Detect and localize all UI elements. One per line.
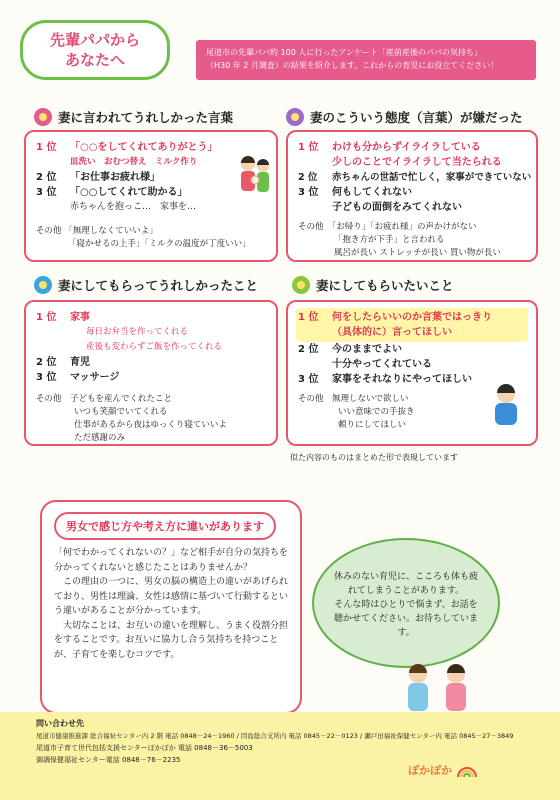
rank1-text: 家事 bbox=[70, 312, 90, 323]
flower-icon bbox=[34, 276, 52, 294]
rank-label: 3 位 bbox=[298, 374, 319, 385]
men-women-p2: この理由の一つに、男女の脳の構造上の違いがあげられており、男性は理論、女性は感情に基づいて行動するという違いがあることが分かっています。 bbox=[54, 577, 289, 616]
flower-icon bbox=[286, 108, 304, 126]
rank-label: 2 位 bbox=[298, 344, 319, 355]
flower-icon bbox=[292, 276, 310, 294]
rank-label: 1 位 bbox=[36, 312, 57, 323]
other-item: 「抱き方が下手」と言われる bbox=[334, 235, 445, 245]
intro-banner-line2: （H30 年 2 月調査）の結果を紹介します。これからの育児にお役立てください！ bbox=[206, 61, 499, 70]
page-title-line2: あなたへ bbox=[64, 51, 125, 69]
men-women-p1: 「何でわかってくれないの？」など相手が自分の気持ちを分かってくれないと感じたことはありませんか？ bbox=[54, 548, 289, 573]
other-label: その他 bbox=[36, 394, 62, 404]
rainbow-icon bbox=[456, 762, 478, 778]
pokapoka-logo bbox=[408, 762, 478, 778]
rank1-sub: 皿洗い おむつ替え ミルク作り bbox=[70, 157, 198, 167]
footer-label: 問い合わせ先 bbox=[36, 719, 84, 728]
rank1-text-2: 少しのことでイライラして当たられる bbox=[332, 157, 502, 168]
section-heading-disliked-words: 妻のこういう態度（言葉）が嫌だった bbox=[286, 108, 523, 126]
card-wishes bbox=[286, 300, 538, 446]
intro-banner bbox=[196, 40, 536, 80]
logo-text: ぽかぽか bbox=[408, 764, 452, 777]
other-item: いつも笑顔でいてくれる bbox=[74, 407, 168, 417]
consult-bubble bbox=[312, 538, 500, 668]
other-item: 「無理しなくていいよ」 bbox=[64, 226, 158, 236]
rank3-sub: 赤ちゃんを抱っこ… 家事を… bbox=[70, 202, 197, 212]
rank1-text: 「○○をしてくれてありがとう」 bbox=[70, 142, 218, 153]
rank3-text: マッサージ bbox=[70, 372, 120, 383]
other-item: 頼りにしてほしい bbox=[338, 420, 407, 430]
rank-label: 1 位 bbox=[36, 142, 57, 153]
rank-label: 3 位 bbox=[36, 187, 57, 198]
rank3-text-2: 子どもの面倒をみてくれない bbox=[332, 202, 462, 213]
section-heading-happy-actions: 妻にしてもらってうれしかったこと bbox=[34, 276, 258, 294]
rank1-sub: 産後も変わらずご飯を作ってくれる bbox=[86, 342, 223, 352]
section-heading-wishes: 妻にしてもらいたいこと bbox=[292, 276, 454, 294]
footer-line2: 尾道市子育て世代包括支援センターぽかぽか 電話 0848－36－5003 bbox=[36, 744, 253, 752]
men-women-heading: 男女で感じ方や考え方に違いがあります bbox=[54, 512, 276, 540]
father-illustration bbox=[486, 382, 526, 432]
other-item: 「寝かせるの上手」「ミルクの温度が丁度いい」 bbox=[68, 239, 251, 249]
rank2-text: 「お仕事お疲れ様」 bbox=[70, 172, 160, 183]
card-happy-words bbox=[24, 130, 278, 262]
note-text: 似た内容のものはまとめた形で表現しています bbox=[290, 453, 458, 462]
couple-illustration bbox=[236, 154, 274, 206]
rank3-text: 何もしてくれない bbox=[332, 187, 412, 198]
rank3-text: 家事をそれなりにやってほしい bbox=[332, 374, 472, 385]
section-heading-happy-words: 妻に言われてうれしかった言葉 bbox=[34, 108, 233, 126]
rank1-text: わけも分からずイライラしている bbox=[332, 142, 481, 153]
rank2-text: 今のままでよい bbox=[332, 344, 402, 355]
rank-label: 2 位 bbox=[36, 172, 57, 183]
flower-icon bbox=[34, 108, 52, 126]
rank1-text: 何をしたらいいのか言葉ではっきり bbox=[332, 312, 492, 323]
other-item: 無理しないで欲しい bbox=[332, 394, 409, 404]
men-women-p3: 大切なことは、お互いの違いを理解し、うまく役割分担をすることです。お互いに協力し合う気持ちを持つことが、子育てを楽しむコツです。 bbox=[54, 620, 289, 660]
page-title-line1: 先輩パパから bbox=[49, 31, 140, 49]
rank-label: 3 位 bbox=[298, 187, 319, 198]
rank-label: 2 位 bbox=[298, 172, 318, 183]
other-item: ただ感謝のみ bbox=[74, 433, 126, 443]
other-item: 子どもを産んでくれたこと bbox=[70, 394, 173, 404]
other-item: 風呂が長い ストレッチが長い 買い物が長い bbox=[334, 248, 501, 258]
rank2-text: 育児 bbox=[70, 357, 90, 368]
consult-text-2: そんな時はひとりで悩まず、お話を聴かせてください。お待ちしています。 bbox=[333, 600, 478, 638]
footer-contact bbox=[0, 712, 560, 800]
card-disliked-words bbox=[286, 130, 538, 262]
rank-label: 2 位 bbox=[36, 357, 57, 368]
intro-banner-line1: 尾道市の先輩パパ約 100 人に行ったアンケート「産前産後のパパの気持ち」 bbox=[206, 48, 482, 57]
rank3-text: 「○○してくれて助かる」 bbox=[70, 187, 188, 198]
footer-line1: 尾道市健康推進課 総合福祉センター内 2 階 電話 0848－24－1960 / 因島総合支所内 電話 0845－22－0123 / 瀬戸田福祉保健センター内 電話 0845－27－3849 bbox=[36, 732, 514, 740]
rank-label: 1 位 bbox=[298, 312, 319, 323]
card-happy-actions bbox=[24, 300, 278, 446]
rank-label: 3 位 bbox=[36, 372, 57, 383]
rank2-text: 赤ちゃんの世話で忙しく，家事ができていない bbox=[332, 172, 532, 183]
footer-line3: 御調保健福祉センター電話 0848－76－2235 bbox=[36, 756, 181, 764]
rank1-sub: 毎日お弁当を作ってくれる bbox=[86, 327, 189, 337]
other-item: 仕事があるから夜はゆっくり寝ていいよ bbox=[74, 420, 227, 430]
rank1-text-2: （具体的に）言ってほしい bbox=[332, 327, 452, 338]
page-title-box bbox=[20, 20, 170, 80]
rank2-text-2: 十分やってくれている bbox=[332, 359, 432, 370]
rank-label: 1 位 bbox=[298, 142, 319, 153]
other-label: その他 bbox=[298, 394, 324, 404]
other-item: 「お帰り」「お疲れ様」の声かけがない bbox=[332, 222, 477, 232]
other-label: その他 bbox=[36, 226, 62, 236]
other-label: その他 bbox=[298, 222, 324, 232]
men-women-box bbox=[40, 500, 302, 714]
other-item: いい意味での手抜き bbox=[338, 407, 415, 417]
consult-text-1: 休みのない育児に、こころも体も疲れてしまうことがあります。 bbox=[333, 572, 478, 596]
